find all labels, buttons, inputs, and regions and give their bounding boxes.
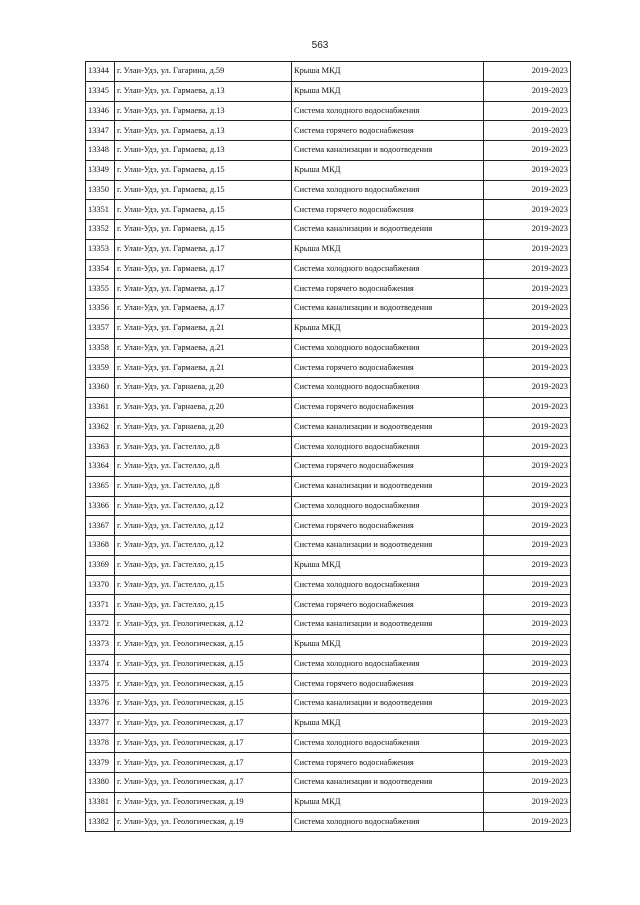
table-row [86, 536, 571, 556]
table-row [86, 279, 571, 299]
row-number-cell: 13345 [86, 81, 115, 101]
table-row [86, 457, 571, 477]
work-type-cell: Система горячего водоснабжения [292, 674, 484, 694]
period-cell: 2019-2023 [484, 773, 571, 793]
table-row [86, 733, 571, 753]
table-row [86, 220, 571, 240]
row-number-cell: 13376 [86, 694, 115, 714]
table-row [86, 160, 571, 180]
row-number-cell: 13357 [86, 318, 115, 338]
address-cell: г. Улан-Удэ, ул. Гармаева, д.21 [115, 338, 292, 358]
period-cell: 2019-2023 [484, 180, 571, 200]
row-number-cell: 13373 [86, 634, 115, 654]
work-type-cell: Система горячего водоснабжения [292, 753, 484, 773]
table-row [86, 81, 571, 101]
period-cell: 2019-2023 [484, 299, 571, 319]
table-row [86, 555, 571, 575]
table-row [86, 713, 571, 733]
address-cell: г. Улан-Удэ, ул. Геологическая, д.17 [115, 773, 292, 793]
period-cell: 2019-2023 [484, 358, 571, 378]
row-number-cell: 13375 [86, 674, 115, 694]
row-number-cell: 13381 [86, 792, 115, 812]
table-row [86, 318, 571, 338]
row-number-cell: 13355 [86, 279, 115, 299]
table-row [86, 200, 571, 220]
work-type-cell: Система горячего водоснабжения [292, 358, 484, 378]
work-type-cell: Система горячего водоснабжения [292, 457, 484, 477]
table-row [86, 575, 571, 595]
table-row [86, 378, 571, 398]
address-cell: г. Улан-Удэ, ул. Геологическая, д.17 [115, 753, 292, 773]
row-number-cell: 13350 [86, 180, 115, 200]
work-type-cell: Система канализации и водоотведения [292, 615, 484, 635]
row-number-cell: 13346 [86, 101, 115, 121]
table-row [86, 299, 571, 319]
table-row [86, 397, 571, 417]
row-number-cell: 13348 [86, 141, 115, 161]
row-number-cell: 13367 [86, 516, 115, 536]
period-cell: 2019-2023 [484, 239, 571, 259]
period-cell: 2019-2023 [484, 694, 571, 714]
row-number-cell: 13356 [86, 299, 115, 319]
work-type-cell: Крыша МКД [292, 81, 484, 101]
period-cell: 2019-2023 [484, 338, 571, 358]
address-cell: г. Улан-Удэ, ул. Гастелло, д.15 [115, 555, 292, 575]
period-cell: 2019-2023 [484, 476, 571, 496]
period-cell: 2019-2023 [484, 634, 571, 654]
table-row [86, 180, 571, 200]
address-cell: г. Улан-Удэ, ул. Гармаева, д.17 [115, 259, 292, 279]
work-type-cell: Система канализации и водоотведения [292, 299, 484, 319]
period-cell: 2019-2023 [484, 437, 571, 457]
address-cell: г. Улан-Удэ, ул. Гастелло, д.8 [115, 476, 292, 496]
table-row [86, 338, 571, 358]
row-number-cell: 13361 [86, 397, 115, 417]
period-cell: 2019-2023 [484, 536, 571, 556]
address-cell: г. Улан-Удэ, ул. Гастелло, д.15 [115, 575, 292, 595]
period-cell: 2019-2023 [484, 318, 571, 338]
work-type-cell: Система холодного водоснабжения [292, 812, 484, 832]
period-cell: 2019-2023 [484, 457, 571, 477]
row-number-cell: 13362 [86, 417, 115, 437]
table-row [86, 654, 571, 674]
row-number-cell: 13372 [86, 615, 115, 635]
table-row [86, 753, 571, 773]
table-row [86, 121, 571, 141]
address-cell: г. Улан-Удэ, ул. Гармаева, д.17 [115, 279, 292, 299]
work-type-cell: Система горячего водоснабжения [292, 595, 484, 615]
row-number-cell: 13359 [86, 358, 115, 378]
period-cell: 2019-2023 [484, 279, 571, 299]
address-cell: г. Улан-Удэ, ул. Гастелло, д.12 [115, 516, 292, 536]
row-number-cell: 13364 [86, 457, 115, 477]
address-cell: г. Улан-Удэ, ул. Геологическая, д.17 [115, 733, 292, 753]
period-cell: 2019-2023 [484, 417, 571, 437]
work-type-cell: Система канализации и водоотведения [292, 141, 484, 161]
address-cell: г. Улан-Удэ, ул. Гармаева, д.17 [115, 299, 292, 319]
period-cell: 2019-2023 [484, 555, 571, 575]
work-type-cell: Система холодного водоснабжения [292, 259, 484, 279]
period-cell: 2019-2023 [484, 713, 571, 733]
period-cell: 2019-2023 [484, 575, 571, 595]
period-cell: 2019-2023 [484, 792, 571, 812]
work-type-cell: Система холодного водоснабжения [292, 338, 484, 358]
work-type-cell: Система горячего водоснабжения [292, 516, 484, 536]
period-cell: 2019-2023 [484, 121, 571, 141]
address-cell: г. Улан-Удэ, ул. Гармаева, д.15 [115, 200, 292, 220]
row-number-cell: 13347 [86, 121, 115, 141]
row-number-cell: 13374 [86, 654, 115, 674]
address-cell: г. Улан-Удэ, ул. Гармаева, д.15 [115, 180, 292, 200]
address-cell: г. Улан-Удэ, ул. Геологическая, д.12 [115, 615, 292, 635]
period-cell: 2019-2023 [484, 378, 571, 398]
work-type-cell: Система холодного водоснабжения [292, 654, 484, 674]
row-number-cell: 13369 [86, 555, 115, 575]
table-row [86, 694, 571, 714]
row-number-cell: 13371 [86, 595, 115, 615]
period-cell: 2019-2023 [484, 200, 571, 220]
work-type-cell: Крыша МКД [292, 239, 484, 259]
work-type-cell: Система холодного водоснабжения [292, 378, 484, 398]
period-cell: 2019-2023 [484, 397, 571, 417]
period-cell: 2019-2023 [484, 615, 571, 635]
period-cell: 2019-2023 [484, 220, 571, 240]
period-cell: 2019-2023 [484, 81, 571, 101]
period-cell: 2019-2023 [484, 753, 571, 773]
work-type-cell: Система горячего водоснабжения [292, 279, 484, 299]
row-number-cell: 13378 [86, 733, 115, 753]
row-number-cell: 13358 [86, 338, 115, 358]
table-row [86, 437, 571, 457]
row-number-cell: 13354 [86, 259, 115, 279]
work-type-cell: Крыша МКД [292, 318, 484, 338]
row-number-cell: 13349 [86, 160, 115, 180]
address-cell: г. Улан-Удэ, ул. Гармаева, д.13 [115, 81, 292, 101]
work-type-cell: Система холодного водоснабжения [292, 180, 484, 200]
work-type-cell: Система горячего водоснабжения [292, 200, 484, 220]
work-type-cell: Система канализации и водоотведения [292, 220, 484, 240]
address-cell: г. Улан-Удэ, ул. Гастелло, д.8 [115, 457, 292, 477]
row-number-cell: 13366 [86, 496, 115, 516]
period-cell: 2019-2023 [484, 733, 571, 753]
period-cell: 2019-2023 [484, 160, 571, 180]
row-number-cell: 13363 [86, 437, 115, 457]
table-row [86, 101, 571, 121]
work-type-cell: Крыша МКД [292, 634, 484, 654]
table-row [86, 812, 571, 832]
work-type-cell: Крыша МКД [292, 62, 484, 82]
address-cell: г. Улан-Удэ, ул. Гарнаева, д.20 [115, 378, 292, 398]
period-cell: 2019-2023 [484, 516, 571, 536]
table-row [86, 773, 571, 793]
address-cell: г. Улан-Удэ, ул. Гагарина, д.59 [115, 62, 292, 82]
address-cell: г. Улан-Удэ, ул. Геологическая, д.19 [115, 812, 292, 832]
address-cell: г. Улан-Удэ, ул. Гармаева, д.17 [115, 239, 292, 259]
table-row [86, 516, 571, 536]
address-cell: г. Улан-Удэ, ул. Гармаева, д.21 [115, 358, 292, 378]
period-cell: 2019-2023 [484, 141, 571, 161]
table-row [86, 259, 571, 279]
row-number-cell: 13344 [86, 62, 115, 82]
work-type-cell: Система холодного водоснабжения [292, 733, 484, 753]
table-row [86, 595, 571, 615]
address-cell: г. Улан-Удэ, ул. Гастелло, д.8 [115, 437, 292, 457]
work-type-cell: Крыша МКД [292, 713, 484, 733]
work-type-cell: Система горячего водоснабжения [292, 121, 484, 141]
table-body [86, 62, 571, 832]
table-row [86, 496, 571, 516]
period-cell: 2019-2023 [484, 101, 571, 121]
row-number-cell: 13351 [86, 200, 115, 220]
address-cell: г. Улан-Удэ, ул. Гармаева, д.13 [115, 141, 292, 161]
table-row [86, 634, 571, 654]
address-cell: г. Улан-Удэ, ул. Геологическая, д.15 [115, 634, 292, 654]
work-type-cell: Крыша МКД [292, 792, 484, 812]
address-cell: г. Улан-Удэ, ул. Геологическая, д.15 [115, 674, 292, 694]
work-type-cell: Система холодного водоснабжения [292, 496, 484, 516]
period-cell: 2019-2023 [484, 62, 571, 82]
address-cell: г. Улан-Удэ, ул. Гармаева, д.21 [115, 318, 292, 338]
table-row [86, 792, 571, 812]
work-type-cell: Крыша МКД [292, 555, 484, 575]
table-row [86, 417, 571, 437]
work-type-cell: Система холодного водоснабжения [292, 575, 484, 595]
table-row [86, 615, 571, 635]
work-type-cell: Система горячего водоснабжения [292, 397, 484, 417]
row-number-cell: 13365 [86, 476, 115, 496]
period-cell: 2019-2023 [484, 674, 571, 694]
address-cell: г. Улан-Удэ, ул. Гармаева, д.13 [115, 101, 292, 121]
row-number-cell: 13360 [86, 378, 115, 398]
address-cell: г. Улан-Удэ, ул. Гастелло, д.12 [115, 496, 292, 516]
address-cell: г. Улан-Удэ, ул. Гарнаева, д.20 [115, 397, 292, 417]
address-cell: г. Улан-Удэ, ул. Гарнаева, д.20 [115, 417, 292, 437]
address-cell: г. Улан-Удэ, ул. Гастелло, д.15 [115, 595, 292, 615]
period-cell: 2019-2023 [484, 496, 571, 516]
row-number-cell: 13368 [86, 536, 115, 556]
page-number: 563 [311, 40, 329, 51]
table-row [86, 141, 571, 161]
work-type-cell: Система холодного водоснабжения [292, 437, 484, 457]
address-cell: г. Улан-Удэ, ул. Гармаева, д.15 [115, 220, 292, 240]
row-number-cell: 13379 [86, 753, 115, 773]
row-number-cell: 13380 [86, 773, 115, 793]
address-cell: г. Улан-Удэ, ул. Геологическая, д.15 [115, 654, 292, 674]
row-number-cell: 13352 [86, 220, 115, 240]
table-row [86, 62, 571, 82]
work-type-cell: Система канализации и водоотведения [292, 694, 484, 714]
row-number-cell: 13377 [86, 713, 115, 733]
table-row [86, 358, 571, 378]
table-row [86, 674, 571, 694]
row-number-cell: 13353 [86, 239, 115, 259]
address-cell: г. Улан-Удэ, ул. Гастелло, д.12 [115, 536, 292, 556]
repair-register-table [85, 61, 571, 832]
address-cell: г. Улан-Удэ, ул. Геологическая, д.17 [115, 713, 292, 733]
work-type-cell: Крыша МКД [292, 160, 484, 180]
row-number-cell: 13382 [86, 812, 115, 832]
period-cell: 2019-2023 [484, 812, 571, 832]
work-type-cell: Система канализации и водоотведения [292, 773, 484, 793]
period-cell: 2019-2023 [484, 595, 571, 615]
address-cell: г. Улан-Удэ, ул. Гармаева, д.13 [115, 121, 292, 141]
address-cell: г. Улан-Удэ, ул. Гармаева, д.15 [115, 160, 292, 180]
row-number-cell: 13370 [86, 575, 115, 595]
work-type-cell: Система канализации и водоотведения [292, 476, 484, 496]
table-row [86, 476, 571, 496]
work-type-cell: Система холодного водоснабжения [292, 101, 484, 121]
period-cell: 2019-2023 [484, 259, 571, 279]
work-type-cell: Система канализации и водоотведения [292, 536, 484, 556]
address-cell: г. Улан-Удэ, ул. Геологическая, д.15 [115, 694, 292, 714]
work-type-cell: Система канализации и водоотведения [292, 417, 484, 437]
table-row [86, 239, 571, 259]
address-cell: г. Улан-Удэ, ул. Геологическая, д.19 [115, 792, 292, 812]
period-cell: 2019-2023 [484, 654, 571, 674]
